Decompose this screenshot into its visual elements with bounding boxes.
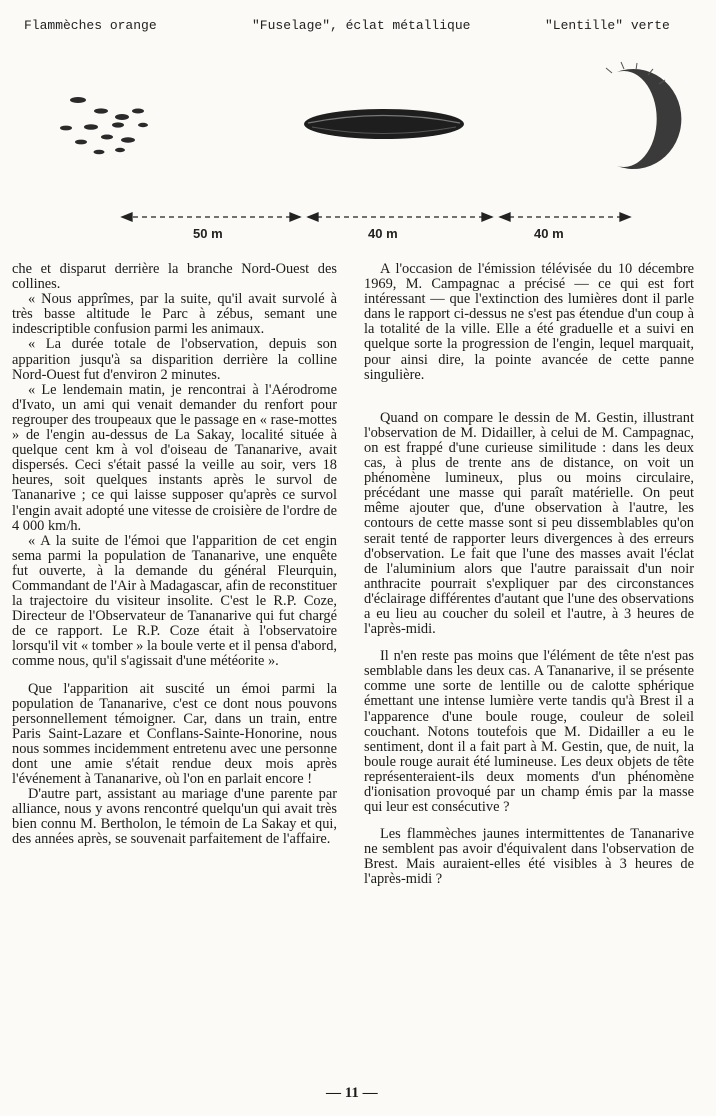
paragraph: Les flammèches jaunes intermittentes de Tananarive ne semblent pas avoir d'équivalent dans l'observation de Brest. Mais auraient-elles été visibles à 3 heures de l'après-midi ? xyxy=(364,826,694,888)
paragraph: A l'occasion de l'émission télévisée du 10 décembre 1969, M. Campagnac a précisé — ce qui est fort intéressant — que l'extinction des lumières dont il parle dans le rapport ci-dessus ne s'est pas étendue d'un coup à la totalité de la ville. Elle a été graduelle et a suivi en quelque sorte la progression de l'engin, lequel marquait, pour ainsi dire, la pointe avancée de cette panne singulière. xyxy=(364,261,694,383)
paragraph: « Le lendemain matin, je rencontrai à l'Aérodrome d'Ivato, un ami qui venait demander du renfort pour regrouper des troupeaux que le passage en « rase-mottes » de l'engin au-dessus de La Sakay, localité située à quelque cent km à vol d'oiseau de Tananarive, avait dispersés. Ceci s'était passé la veille au soir, vers 18 heures, soit quelques instants après le survol de Tananarive ; ce qui laisse supposer qu'après ce survol l'engin avait adopté une vitesse de croisière de l'ordre de 4 000 km/h. xyxy=(12,381,337,534)
paragraph: « La durée totale de l'observation, depuis son apparition jusqu'à sa disparition derrière la colline Nord-Ouest fut d'environ 2 minutes. xyxy=(12,336,337,383)
paragraph: Quand on compare le dessin de M. Gestin, illustrant l'observation de M. Didailler, à celui de M. Campagnac, on est frappé d'une curieuse similitude : dans les deux cas, à plus de trente ans de distance, on voit un phénomène lumineux, plus ou moins circulaire, précédant une masse qui paraît matérielle. On peut même ajouter que, d'une observation à l'autre, les contours de cette masse sont si peu dissemblables qu'on serait tenté de rapporter leurs divergences à des erreurs d'observation. Le fait que l'une des masses avait l'éclat de l'aluminium alors que l'autre paraissait d'un noir anthracite pourrait s'expliquer par des circonstances d'éclairage différentes d'autant que l'une des observations a eu lieu au coucher du soleil et l'autre, à 3 heures de l'après-midi. xyxy=(364,409,694,638)
left-column xyxy=(12,262,337,848)
right-column xyxy=(364,262,694,888)
paragraph: Que l'apparition ait suscité un émoi parmi la population de Tananarive, c'est ce dont nous pouvons personnellement témoigner. Car, dans un train, entre Paris Saint-Lazare et Conflans-Sainte-Honorine, nous nous sommes incidemment entretenu avec une personne dont une amie s'était rendue deux mois après l'événement à Tananarive, où l'on en parlait encore ! xyxy=(12,680,337,788)
caption-fuselage: "Fuselage", éclat métallique xyxy=(252,18,471,33)
paragraph: Il n'en reste pas moins que l'élément de tête n'est pas semblable dans les deux cas. A Tananarive, il se présente comme une sorte de lentille ou de calotte sphérique émettant une intense lumière verte tandis qu'à Brest il a l'apparence d'une boule rouge, couleur de soleil couchant. Notons toutefois que M. Didailler a eu le sentiment, dont il a fait part à M. Gestin, que, de nuit, la boule rouge aurait été lumineuse. Les deux objets de tête représenteraient-ils deux moments d'un phénomène d'ionisation provoqué par un champ émis par la masse qui leur est consécutive ? xyxy=(364,648,694,816)
page-number: — 11 — xyxy=(326,1085,378,1101)
distance-label-2: 40 m xyxy=(368,226,398,241)
ufo-sketch xyxy=(0,40,716,255)
paragraph: « A la suite de l'émoi que l'apparition de cet engin sema parmi la population de Tananarive, une enquête fut ouverte, à la demande du général Fleurquin, Commandant de l'Air à Madagascar, afin de reconstituer la trajectoire du visiteur insolite. C'est le R.P. Coze, Directeur de l'Observateur de Tananarive qui fut chargé de ce rapport. Le R.P. Coze était à l'observatoire lorsqu'il vit « tomber » la boule verte et il pensa d'abord, comme nous, qu'il s'agissait d'une météorite ». xyxy=(12,532,337,670)
lentille-crescent xyxy=(606,62,681,169)
dimension-arrows xyxy=(122,213,630,221)
flammeches-sparks xyxy=(60,97,148,154)
caption-flammeches: Flammèches orange xyxy=(24,18,157,33)
distance-label-3: 40 m xyxy=(534,226,564,241)
paragraph: che et disparut derrière la branche Nord-Ouest des collines. xyxy=(12,261,337,293)
caption-lentille: "Lentille" verte xyxy=(545,18,670,33)
paragraph: « Nous apprîmes, par la suite, qu'il avait survolé à très basse altitude le Parc à zébus, semant une indescriptible confusion parmi les animaux. xyxy=(12,291,337,338)
distance-label-1: 50 m xyxy=(193,226,223,241)
fuselage-shape xyxy=(304,109,464,139)
paragraph: D'autre part, assistant au mariage d'une parente par alliance, nous y avons rencontré quelqu'un qui avait très bien connu M. Bertholon, le témoin de La Sakay et qui, des années après, se souvenait parfaitement de l'affaire. xyxy=(12,786,337,848)
